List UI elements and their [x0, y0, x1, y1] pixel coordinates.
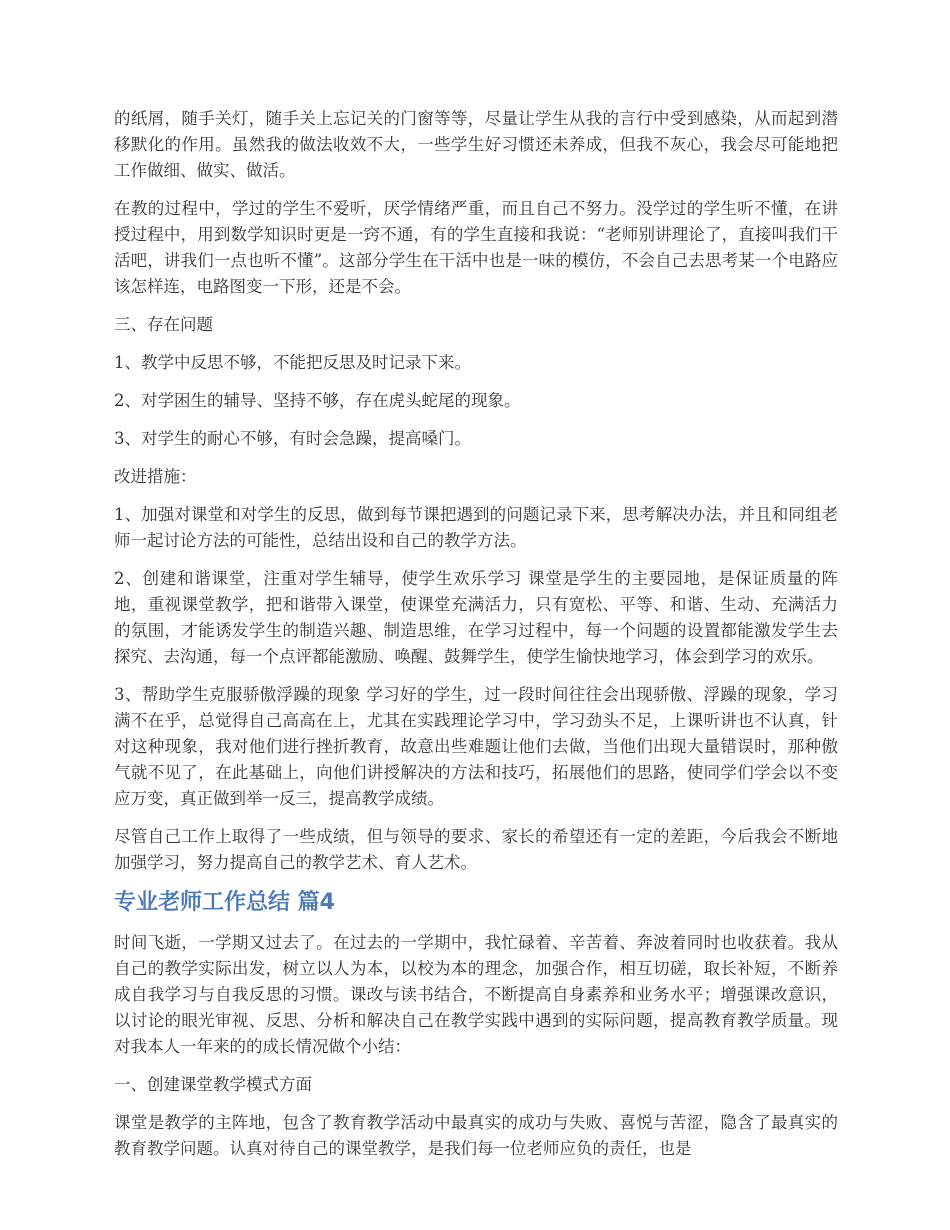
- subheading-classroom-model: 一、创建课堂教学模式方面: [114, 1075, 312, 1094]
- list-item-improvement-3: 3、帮助学生克服骄傲浮躁的现象 学习好的学生，过一段时间往往会出现骄傲、浮躁的现象，学习满不在乎，总觉得自己高高在上，尤其在实践理论学习中，学习劲头不足，上课听讲也不认真，针对这种现象，我对他们进行挫折教育，故意出些难题让他们去做，当他们出现大量错误时，那种傲气就不见了，在此基础上，向他们讲授解决的方法和技巧，拓展他们的思路，使同学们学会以不变应万变，真正做到举一反三，提高教学成绩。: [114, 685, 838, 808]
- paragraph-teaching-process: 在教的过程中，学过的学生不爱听，厌学情绪严重，而且自己不努力。没学过的学生听不懂，在讲授过程中，用到数学知识时更是一窍不通，有的学生直接和我说：“老师别讲理论了，直接叫我们干活吧，讲我们一点也听不懂”。这部分学生在干活中也是一味的模仿，不会自己去思考某一个电路应该怎样连，电路图变一下形，还是不会。: [114, 199, 838, 296]
- list-item-improvement-1: 1、加强对课堂和对学生的反思，做到每节课把遇到的问题记录下来，思考解决办法，并且和同组老师一起讨论方法的可能性，总结出设和自己的教学方法。: [114, 505, 838, 550]
- section-heading: 专业老师工作总结 篇4: [114, 890, 335, 915]
- subheading-problems: 三、存在问题: [114, 315, 213, 334]
- paragraph-conclusion: 尽管自己工作上取得了一些成绩，但与领导的要求、家长的希望还有一定的差距，今后我会不断地加强学习，努力提高自己的教学艺术、育人艺术。: [114, 827, 838, 872]
- list-item-improvement-2: 2、创建和谐课堂，注重对学生辅导，使学生欢乐学习 课堂是学生的主要园地，是保证质量的阵地，重视课堂教学，把和谐带入课堂，使课堂充满活力，只有宽松、平等、和谐、生动、充满活力的氛围，才能诱发学生的制造兴趣、制造思维，在学习过程中，每一个问题的设置都能激发学生去探究、去沟通，每一个点评都能激励、唤醒、鼓舞学生，使学生愉快地学习，体会到学习的欢乐。: [114, 569, 838, 666]
- paragraph-classroom: 课堂是教学的主阵地，包含了教育教学活动中最真实的成功与失败、喜悦与苦涩，隐含了最真实的教育教学问题。认真对待自己的课堂教学，是我们每一位老师应负的责任，也是: [114, 1113, 838, 1158]
- subheading-improvements: 改进措施：: [114, 467, 197, 486]
- paragraph-intro: 时间飞逝，一学期又过去了。在过去的一学期中，我忙碌着、辛苦着、奔波着同时也收获着。我从自己的教学实际出发，树立以人为本，以校为本的理念，加强合作，相互切磋，取长补短，不断养成自我学习与自我反思的习惯。课改与读书结合，不断提高自身素养和业务水平；增强课改意识，以讨论的眼光审视、反思、分析和解决自己在教学实践中遇到的实际问题，提高教育教学质量。现对我本人一年来的的成长情况做个小结：: [114, 933, 838, 1056]
- paragraph-habits: 的纸屑，随手关灯，随手关上忘记关的门窗等等，尽量让学生从我的言行中受到感染，从而起到潜移默化的作用。虽然我的做法收效不大，一些学生好习惯还未养成，但我不灰心，我会尽可能地把工作做细、做实、做活。: [114, 109, 838, 180]
- list-item-problem-3: 3、对学生的耐心不够，有时会急躁，提高嗓门。: [114, 429, 471, 448]
- document-page: [114, 106, 838, 1174]
- list-item-problem-1: 1、教学中反思不够，不能把反思及时记录下来。: [114, 353, 471, 372]
- list-item-problem-2: 2、对学困生的辅导、坚持不够，存在虎头蛇尾的现象。: [114, 391, 521, 410]
